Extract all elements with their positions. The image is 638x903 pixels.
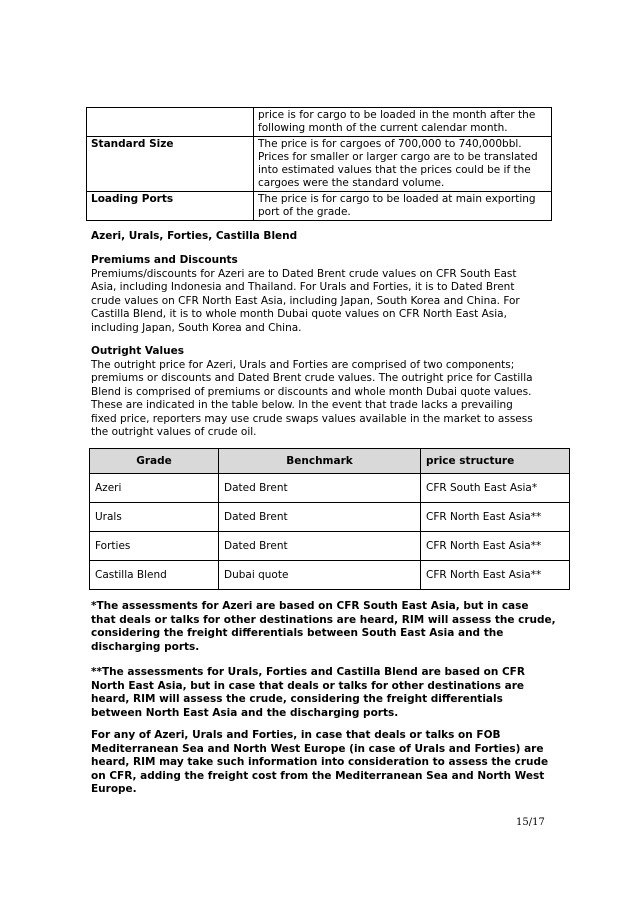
- grade-header-row: [90, 449, 570, 474]
- note-azeri: [91, 600, 561, 654]
- table-row: [90, 503, 570, 532]
- paragraph-line: Premiums/discounts for Azeri are to Dated Brent crude values on CFR South East: [91, 267, 517, 280]
- spec-label: Loading Ports: [87, 192, 254, 221]
- table-row: [90, 561, 570, 590]
- spec-label: Standard Size: [87, 137, 254, 192]
- paragraph-line: The outright price for Azeri, Urals and Forties are comprised of two components;: [91, 358, 515, 371]
- spec-label: [87, 108, 254, 137]
- spec-line: Prices for smaller or larger cargo are to be translated: [258, 151, 538, 163]
- spec-table: [86, 107, 552, 221]
- note-line: between North East Asia and the discharging ports.: [91, 706, 399, 719]
- spec-value: [254, 137, 552, 192]
- price-structure-cell: CFR South East Asia*: [421, 474, 570, 503]
- header-benchmark: Benchmark: [219, 449, 421, 474]
- grade-cell: Azeri: [90, 474, 219, 503]
- note-line: discharging ports.: [91, 640, 200, 653]
- note-line: North East Asia, but in case that deals or talks for other destinations are: [91, 679, 525, 692]
- note-line: on CFR, adding the freight cost from the Mediterranean Sea and North West: [91, 769, 545, 782]
- spec-line: following month of the current calendar month.: [258, 122, 508, 134]
- note-line: heard, RIM will assess the crude, considering the freight differentials: [91, 693, 503, 705]
- spec-line: The price is for cargoes of 700,000 to 740,000bbl.: [258, 138, 522, 150]
- note-line: considering the freight differentials between South East Asia and the: [91, 627, 504, 639]
- spec-row: [87, 192, 552, 221]
- paragraph-line: crude values on CFR North East Asia, including Japan, South Korea and China. For: [91, 294, 520, 307]
- benchmark-cell: Dated Brent: [219, 532, 421, 561]
- page-number: 15/17: [516, 817, 545, 828]
- paragraph-line: the outright values of crude oil.: [91, 426, 257, 438]
- paragraph-line: fixed price, reporters may use crude swaps values available in the market to assess: [91, 412, 533, 425]
- price-structure-cell: CFR North East Asia**: [421, 532, 570, 561]
- premiums-heading: Premiums and Discounts: [91, 254, 238, 266]
- note-fob: [91, 729, 561, 797]
- paragraph-line: premiums or discounts and Dated Brent crude values. The outright price for Castilla: [91, 372, 533, 384]
- spec-value: [254, 108, 552, 137]
- spec-value: [254, 192, 552, 221]
- benchmark-cell: Dated Brent: [219, 474, 421, 503]
- spec-line: cargoes were the standard volume.: [258, 177, 445, 189]
- spec-line: price is for cargo to be loaded in the month after the: [258, 109, 536, 121]
- section-title: Azeri, Urals, Forties, Castilla Blend: [91, 230, 298, 242]
- header-grade: Grade: [90, 449, 219, 474]
- benchmark-cell: Dubai quote: [219, 561, 421, 590]
- note-line: *The assessments for Azeri are based on CFR South East Asia, but in case: [91, 600, 529, 612]
- spec-row: [87, 137, 552, 192]
- outright-section: [91, 345, 561, 440]
- note-line: heard, RIM may take such information into consideration to assess the crude: [91, 756, 549, 768]
- price-structure-cell: CFR North East Asia**: [421, 503, 570, 532]
- spec-line: port of the grade.: [258, 206, 351, 218]
- benchmark-cell: Dated Brent: [219, 503, 421, 532]
- table-row: [90, 474, 570, 503]
- note-line: that deals or talks for other destinations are heard, RIM will assess the crude,: [91, 613, 556, 626]
- header-price-structure: price structure: [421, 449, 570, 474]
- spec-row: [87, 108, 552, 137]
- premiums-section: [91, 254, 561, 335]
- spec-line: The price is for cargo to be loaded at main exporting: [258, 193, 536, 205]
- grade-cell: Urals: [90, 503, 219, 532]
- note-line: Europe.: [91, 783, 137, 795]
- note-line: **The assessments for Urals, Forties and Castilla Blend are based on CFR: [91, 666, 525, 678]
- grade-cell: Castilla Blend: [90, 561, 219, 590]
- paragraph-line: Blend is comprised of premiums or discounts and whole month Dubai quote values.: [91, 385, 532, 398]
- table-row: [90, 532, 570, 561]
- price-structure-cell: CFR North East Asia**: [421, 561, 570, 590]
- paragraph-line: Asia, including Indonesia and Thailand. For Urals and Forties, it is to Dated Brent: [91, 281, 515, 293]
- grade-cell: Forties: [90, 532, 219, 561]
- spec-line: into estimated values that the prices could be if the: [258, 164, 531, 176]
- outright-heading: Outright Values: [91, 345, 184, 357]
- note-line: For any of Azeri, Urals and Forties, in case that deals or talks on FOB: [91, 729, 501, 741]
- note-line: Mediterranean Sea and North West Europe (in case of Urals and Forties) are: [91, 742, 544, 755]
- paragraph-line: including Japan, South Korea and China.: [91, 321, 302, 334]
- paragraph-line: These are indicated in the table below. In the event that trade lacks a prevailing: [91, 399, 513, 411]
- note-urals-forties-castilla: [91, 666, 561, 720]
- grade-table: [89, 448, 570, 590]
- paragraph-line: Castilla Blend, it is to whole month Dubai quote values on CFR North East Asia,: [91, 308, 507, 320]
